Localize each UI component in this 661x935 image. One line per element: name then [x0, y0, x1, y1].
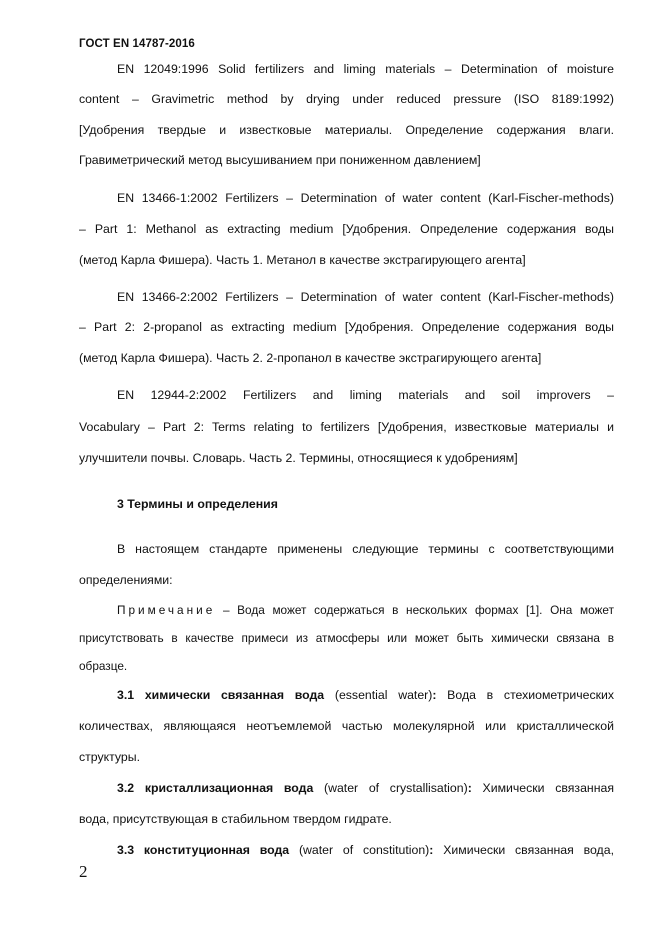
reference-line: EN 12049:1996 Solid fertilizers and liming materials – Determination of moisture — [117, 62, 614, 76]
term-number: 3.2 — [117, 781, 135, 795]
reference-line: EN 13466-2:2002 Fertilizers – Determination of water content (Karl-Fischer-methods) — [117, 290, 614, 304]
reference-line: EN 12944-2:2002 Fertilizers and liming materials and soil improvers – — [117, 388, 614, 402]
document-header: ГОСТ EN 14787-2016 — [79, 38, 195, 50]
note-text: – Вода может содержаться в нескольких формах [1]. Она может — [215, 603, 614, 617]
term-english: (water of crystallisation) — [313, 781, 468, 795]
term-definition-start: Химически связанная вода, — [433, 843, 614, 857]
reference-line: – Part 2: 2-propanol as extracting medium [Удобрения. Определение содержания воды — [79, 320, 614, 334]
term-english: (water of constitution) — [289, 843, 430, 857]
term-line: количествах, являющаяся неотъемлемой частью молекулярной или кристаллической — [79, 719, 614, 733]
note-line: присутствовать в качестве примеси из атмосферы или может быть химически связана в — [79, 631, 614, 645]
reference-line: Vocabulary – Part 2: Terms relating to fertilizers [Удобрения, известковые материалы и — [79, 420, 614, 434]
reference-line: (метод Карла Фишера). Часть 1. Метанол в качестве экстрагирующего агента] — [79, 253, 526, 267]
reference-line: EN 13466-1:2002 Fertilizers – Determination of water content (Karl-Fischer-methods) — [117, 191, 614, 205]
term-definition-start: Вода в стехиометрических — [436, 688, 614, 702]
term-name: кристаллизационная вода — [144, 781, 314, 795]
intro-line: определениями: — [79, 573, 173, 587]
note-label: Примечание — [117, 603, 216, 617]
term-line: вода, присутствующая в стабильном твердом гидрате. — [79, 812, 392, 826]
term-name: конституционная вода — [143, 843, 290, 857]
reference-line: content – Gravimetric method by drying under reduced pressure (ISO 8189:1992) — [79, 92, 614, 106]
term-colon: : — [432, 688, 437, 702]
term-english: (essential water) — [324, 688, 433, 702]
note-line — [117, 603, 614, 617]
page-number: 2 — [79, 862, 88, 881]
section-heading: 3 Термины и определения — [117, 497, 278, 511]
reference-line: улучшители почвы. Словарь. Часть 2. Термины, относящиеся к удобрениям] — [79, 451, 518, 465]
term-number: 3.1 — [117, 688, 135, 702]
note-line: образце. — [79, 659, 128, 673]
reference-line: (метод Карла Фишера). Часть 2. 2-пропанол в качестве экстрагирующего агента] — [79, 351, 542, 365]
term-name: химически связанная вода — [144, 688, 325, 702]
term-line — [117, 688, 614, 702]
term-line: структуры. — [79, 750, 141, 764]
reference-line: Гравиметрический метод высушиванием при пониженном давлением] — [79, 153, 481, 167]
intro-line: В настоящем стандарте применены следующие термины с соответствующими — [117, 542, 614, 556]
term-colon: : — [429, 843, 434, 857]
term-number: 3.3 — [117, 843, 135, 857]
term-definition-start: Химически связанная — [471, 781, 614, 795]
term-colon: : — [467, 781, 472, 795]
reference-line: – Part 1: Methanol as extracting medium [Удобрения. Определение содержания воды — [79, 222, 614, 236]
term-line — [117, 781, 614, 795]
term-line — [117, 843, 614, 857]
reference-line: [Удобрения твердые и известковые материалы. Определение содержания влаги. — [79, 123, 614, 137]
